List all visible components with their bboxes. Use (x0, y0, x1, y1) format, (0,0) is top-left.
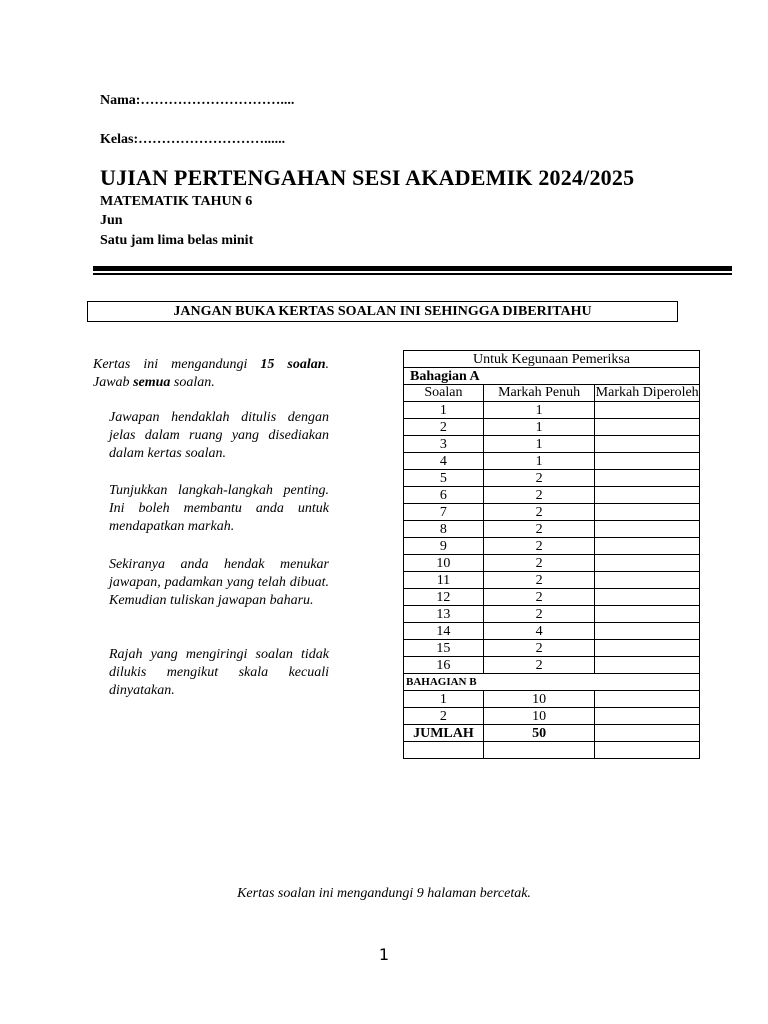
header-divider-thick (93, 266, 732, 271)
obtained-marks-cell[interactable] (595, 640, 700, 657)
full-marks-cell: 2 (483, 470, 594, 487)
total-row (404, 725, 700, 742)
obtained-marks-cell[interactable] (595, 555, 700, 572)
table-row (404, 555, 700, 572)
question-number-cell: 1 (404, 402, 484, 419)
total-full-marks: 50 (483, 725, 594, 742)
section-b-label: BAHAGIAN B (404, 674, 700, 691)
question-number-cell: 15 (404, 640, 484, 657)
question-number-cell: 3 (404, 436, 484, 453)
obtained-marks-cell[interactable] (595, 589, 700, 606)
subject-label: MATEMATIK TAHUN 6 (100, 194, 253, 209)
question-number-cell: 9 (404, 538, 484, 555)
question-number-cell: 16 (404, 657, 484, 674)
page-number: 1 (378, 945, 390, 964)
question-number-cell: 13 (404, 606, 484, 623)
table-row (404, 606, 700, 623)
full-marks-cell: 1 (483, 436, 594, 453)
full-marks-cell: 2 (483, 487, 594, 504)
table-row (404, 572, 700, 589)
examiner-marks-table (403, 350, 700, 759)
col-markah-penuh-header: Markah Penuh (483, 385, 594, 402)
intro-text-2: . Jawab (93, 357, 329, 390)
obtained-marks-cell[interactable] (595, 436, 700, 453)
question-number-cell: 8 (404, 521, 484, 538)
question-number-cell: 6 (404, 487, 484, 504)
full-marks-cell: 1 (483, 453, 594, 470)
total-label: JUMLAH (404, 725, 484, 742)
question-number-cell: 5 (404, 470, 484, 487)
full-marks-cell: 10 (483, 691, 594, 708)
full-marks-cell: 2 (483, 572, 594, 589)
instruction-1: Jawapan hendaklah ditulis dengan jelas dalam ruang yang disediakan dalam kertas soalan. (109, 410, 329, 461)
question-number-cell: 10 (404, 555, 484, 572)
header-divider-thin (93, 273, 732, 275)
table-row (404, 402, 700, 419)
full-marks-cell: 2 (483, 606, 594, 623)
full-marks-cell: 1 (483, 402, 594, 419)
intro-text (93, 356, 329, 392)
empty-cell (483, 742, 594, 759)
month-label: Jun (100, 213, 123, 228)
table-row (404, 504, 700, 521)
empty-cell (595, 742, 700, 759)
table-row (404, 640, 700, 657)
full-marks-cell: 2 (483, 589, 594, 606)
question-number-cell: 7 (404, 504, 484, 521)
obtained-marks-cell[interactable] (595, 504, 700, 521)
obtained-marks-cell[interactable] (595, 470, 700, 487)
empty-cell (404, 742, 484, 759)
total-obtained-marks-cell[interactable] (595, 725, 700, 742)
table-row (404, 521, 700, 538)
full-marks-cell: 2 (483, 521, 594, 538)
table-row (404, 538, 700, 555)
intro-text-1: Kertas ini mengandungi (93, 357, 261, 372)
name-field: Nama:………………………….... (100, 93, 295, 108)
full-marks-cell: 2 (483, 504, 594, 521)
instruction-3: Sekiranya anda hendak menukar jawapan, padamkan yang telah dibuat. Kemudian tuliskan jawapan baharu. (109, 557, 329, 608)
page-count-note: Kertas soalan ini mengandungi 9 halaman bercetak. (237, 886, 531, 901)
obtained-marks-cell[interactable] (595, 402, 700, 419)
table-row (404, 487, 700, 504)
obtained-marks-cell[interactable] (595, 453, 700, 470)
question-number-cell: 14 (404, 623, 484, 640)
class-field: Kelas:………………………...... (100, 132, 286, 147)
obtained-marks-cell[interactable] (595, 657, 700, 674)
duration-label: Satu jam lima belas minit (100, 233, 254, 248)
table-caption: Untuk Kegunaan Pemeriksa (404, 351, 700, 368)
empty-row (404, 742, 700, 759)
table-row (404, 436, 700, 453)
question-count: 15 soalan (260, 357, 326, 372)
full-marks-cell: 2 (483, 555, 594, 572)
table-row (404, 419, 700, 436)
col-markah-diperoleh-header: Markah Diperoleh (595, 385, 699, 400)
question-number-cell: 2 (404, 419, 484, 436)
question-number-cell: 1 (404, 691, 484, 708)
question-number-cell: 2 (404, 708, 484, 725)
table-row (404, 589, 700, 606)
table-row (404, 623, 700, 640)
answer-all: semua (133, 375, 171, 390)
col-soalan-header: Soalan (404, 385, 484, 402)
question-number-cell: 11 (404, 572, 484, 589)
obtained-marks-cell[interactable] (595, 623, 700, 640)
obtained-marks-cell[interactable] (595, 521, 700, 538)
table-row (404, 708, 700, 725)
intro-text-3: soalan. (170, 375, 215, 390)
full-marks-cell: 2 (483, 538, 594, 555)
exam-title: UJIAN PERTENGAHAN SESI AKADEMIK 2024/2025 (100, 165, 635, 190)
full-marks-cell: 2 (483, 640, 594, 657)
obtained-marks-cell[interactable] (595, 419, 700, 436)
table-row (404, 657, 700, 674)
instruction-4: Rajah yang mengiringi soalan tidak dilukis mengikut skala kecuali dinyatakan. (109, 647, 329, 698)
obtained-marks-cell[interactable] (595, 538, 700, 555)
warning-box: JANGAN BUKA KERTAS SOALAN INI SEHINGGA DIBERITAHU (87, 301, 678, 322)
question-number-cell: 4 (404, 453, 484, 470)
question-number-cell: 12 (404, 589, 484, 606)
obtained-marks-cell[interactable] (595, 691, 700, 708)
obtained-marks-cell[interactable] (595, 572, 700, 589)
obtained-marks-cell[interactable] (595, 606, 700, 623)
table-row (404, 453, 700, 470)
table-row (404, 470, 700, 487)
full-marks-cell: 2 (483, 657, 594, 674)
obtained-marks-cell[interactable] (595, 708, 700, 725)
obtained-marks-cell[interactable] (595, 487, 700, 504)
full-marks-cell: 4 (483, 623, 594, 640)
instruction-2: Tunjukkan langkah-langkah penting. Ini boleh membantu anda untuk mendapatkan markah. (109, 483, 329, 534)
section-a-label: Bahagian A (404, 368, 700, 385)
full-marks-cell: 10 (483, 708, 594, 725)
full-marks-cell: 1 (483, 419, 594, 436)
table-row (404, 691, 700, 708)
